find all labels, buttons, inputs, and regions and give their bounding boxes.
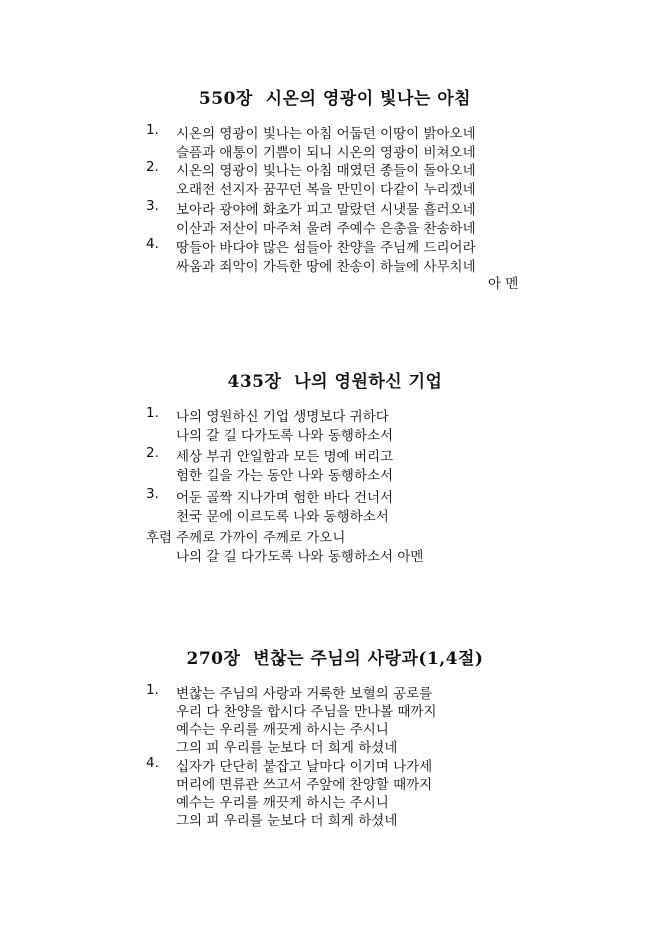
verse-line: 우리 다 찬양을 합시다 주님을 만나볼 때까지 (176, 704, 437, 720)
refrain-label: 후렴 (146, 530, 173, 546)
hymn-title: 435장 나의 영원하신 기업 (227, 372, 443, 392)
verse-number: 2. (146, 445, 159, 461)
verse-line: 그의 피 우리를 눈보다 더 희게 하셨네 (176, 740, 398, 756)
verse-number: 2. (146, 159, 159, 175)
verse-number: 1. (146, 405, 159, 421)
verse-line: 천국 문에 이르도록 나와 동행하소서 (176, 509, 389, 525)
verse-line: 시온의 영광이 빛나는 아침 어둡던 이땅이 밝아오네 (176, 126, 476, 142)
verse-number: 3. (146, 198, 159, 214)
verse-line: 보아라 광야에 화초가 피고 말랐던 시냇물 흘러오네 (176, 202, 476, 218)
verse-line: 나의 갈 길 다가도록 나와 동행하소서 아멘 (176, 549, 424, 565)
verse-number: 3. (146, 486, 159, 502)
verse-line: 나의 갈 길 다가도록 나와 동행하소서 (176, 428, 394, 444)
verse-line: 변찮는 주님의 사랑과 거룩한 보혈의 공로를 (176, 686, 433, 702)
verse-line: 어둔 골짝 지나가며 험한 바다 건너서 (176, 490, 394, 506)
verse-line: 나의 영원하신 기업 생명보다 귀하다 (176, 409, 389, 425)
verse-line: 예수는 우리를 깨끗게 하시는 주시니 (176, 795, 389, 811)
amen-text: 아 멘 (488, 276, 519, 292)
verse-line: 십자가 단단히 붙잡고 날마다 이기며 나가세 (176, 759, 433, 775)
verse-number: 1. (146, 682, 159, 698)
verse-line: 그의 피 우리를 눈보다 더 희게 하셨네 (176, 813, 398, 829)
verse-line: 머리에 면류관 쓰고서 주앞에 찬양할 때까지 (176, 777, 433, 793)
verse-line: 땅들아 바다야 많은 섬들아 찬양을 주님께 드리어라 (176, 240, 476, 256)
verse-line: 세상 부귀 안일함과 모든 명예 버리고 (176, 449, 394, 465)
verse-line: 슬픔과 애통이 기쁨이 되니 시온의 영광이 비쳐오네 (176, 145, 476, 161)
verse-line: 예수는 우리를 깨끗게 하시는 주시니 (176, 722, 389, 738)
verse-line: 싸움과 죄악이 가득한 땅에 찬송이 하늘에 사무치네 (176, 259, 476, 275)
verse-number: 4. (146, 755, 159, 771)
verse-line: 오래전 선지자 꿈꾸던 복을 만민이 다같이 누리겠네 (176, 182, 476, 198)
verse-number: 1. (146, 122, 159, 138)
verse-line: 험한 길을 가는 동안 나와 동행하소서 (176, 468, 394, 484)
hymn-title: 550장 시온의 영광이 빛나는 아침 (198, 89, 472, 109)
hymn-title: 270장 변찮는 주님의 사랑과(1,4절) (186, 649, 484, 669)
verse-line: 주께로 가까이 주께로 가오니 (176, 530, 346, 546)
verse-line: 이산과 저산이 마주쳐 울려 주예수 은총을 찬송하네 (176, 221, 476, 237)
verse-number: 4. (146, 236, 159, 252)
verse-line: 시온의 영광이 빛나는 아침 매였던 종들이 돌아오네 (176, 163, 476, 179)
